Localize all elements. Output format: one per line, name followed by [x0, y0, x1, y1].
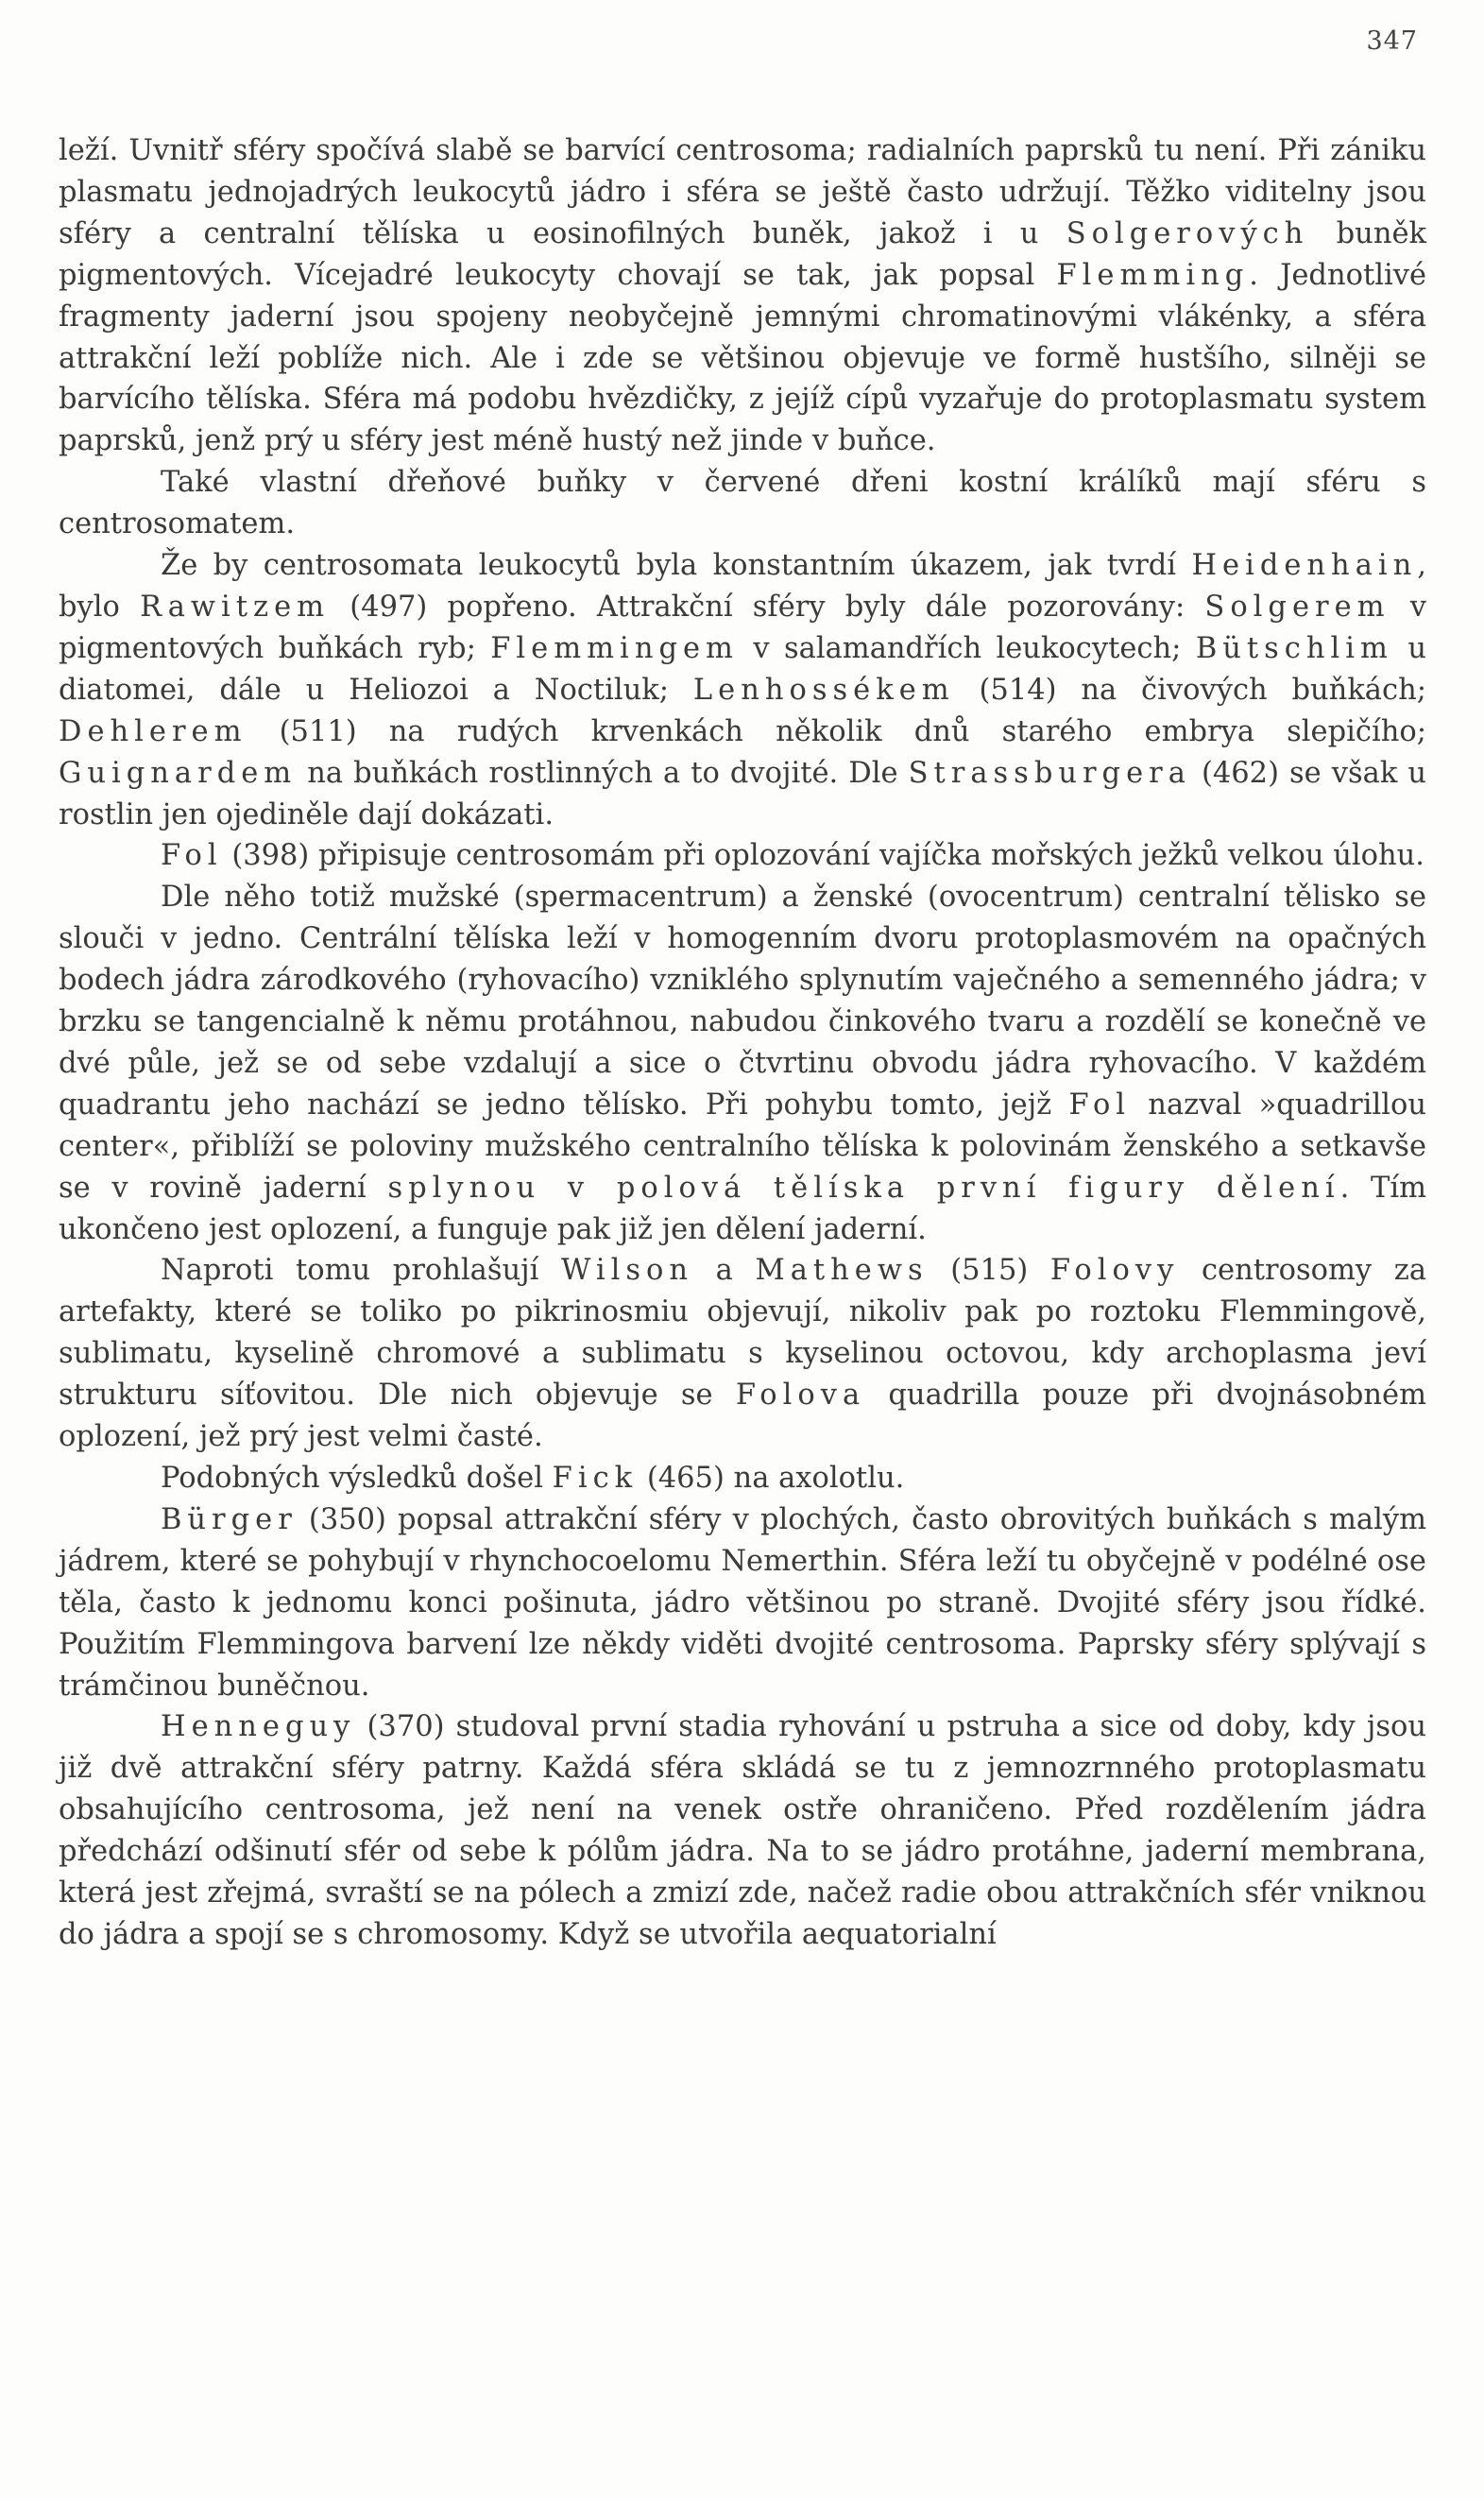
- text-run: Že by centrosomata leukocytů byla konstantním úkazem, jak tvrdí: [161, 549, 1192, 583]
- paragraph: [59, 130, 1426, 462]
- paragraph: [59, 545, 1426, 835]
- text-run: buněk pigmentových. Vícejadré leukocyty chovají se tak, jak popsal: [59, 216, 1426, 292]
- text-run: Dle něho totiž mužské (spermacentrum) a ženské (ovocentrum) centralní tělisko se slouči v jedno. Centrální tělíska leží v homogenním dvoru protoplasmovém na opačných bodech jádra zárodkového (ryhovacího) vzniklého splynutím vaječného a semenného jádra; v brzku se tangencialně k němu protáhnou, nabudou činkového tvaru a rozdělí se konečně ve dvé půle, jež se od sebe vzdalují a sice o čtvrtinu obvodu jádra ryhovacího. V každém quadrantu jeho nachází se jedno tělísko. Při pohybu tomto, jejž: [59, 881, 1426, 1122]
- text-run: (497) popřeno. Attrakční sféry byly dále pozorovány:: [330, 590, 1205, 624]
- text-run: (511) na rudých krvenkách několik dnů starého embrya slepičího;: [247, 714, 1426, 748]
- text-run: , bylo: [59, 549, 1426, 624]
- text-run: a: [693, 1254, 756, 1288]
- spaced-name: Bürger: [161, 1502, 298, 1536]
- page-number: 347: [1366, 26, 1418, 56]
- text-run: quadrilla pouze při dvojnásobném oplození, jež prý jest velmi časté.: [59, 1379, 1426, 1454]
- spaced-name: Solgerových: [1066, 216, 1309, 250]
- text-run: Podobných výsledků došel: [161, 1462, 553, 1495]
- text-run: leží. Uvnitř sféry spočívá slabě se barvící centrosoma; radialních paprsků tu není. Při zániku plasmatu jednojadrých leukocytů jádro i sféra se ještě často udržují. Těžko viditelny jsou sféry a centralní tělíska u eosinofilných buněk, jakož i u: [59, 134, 1426, 250]
- text-run: (398) připisuje centrosomám při oplozování vajíčka mořských ježků velkou úlohu.: [222, 839, 1424, 873]
- spaced-name: splynou v polová tělíska první figury dělení: [387, 1171, 1340, 1205]
- spaced-name: Guignardem: [59, 756, 298, 790]
- spaced-name: Rawitzem: [140, 590, 331, 624]
- paragraph: [59, 1706, 1426, 1955]
- spaced-name: Lenhossékem: [692, 673, 955, 707]
- text-run: u diatomei, dále u Heliozoi a Noctiluk;: [59, 631, 1427, 707]
- spaced-name: Henneguy: [161, 1710, 356, 1744]
- spaced-name: Folovy: [1049, 1254, 1180, 1288]
- paragraph: [59, 835, 1426, 877]
- paragraph: [59, 877, 1426, 1250]
- text-run: Naproti tomu prohlašují: [161, 1254, 562, 1288]
- paragraph: [59, 1458, 1426, 1499]
- spaced-name: Flemming: [1056, 258, 1250, 292]
- text-run: v pigmentových buňkách ryb;: [59, 590, 1426, 665]
- text-run: v salamandřích leukocytech;: [738, 631, 1196, 665]
- spaced-name: Fick: [552, 1462, 639, 1495]
- body-text: [59, 130, 1426, 1956]
- text-run: (465) na axolotlu.: [638, 1462, 905, 1495]
- spaced-name: Heidenhain: [1191, 549, 1418, 583]
- text-run: (514) na čivových buňkách;: [954, 673, 1426, 707]
- spaced-name: Bütschlim: [1195, 631, 1393, 665]
- paragraph: [59, 462, 1426, 545]
- text-run: centrosomy za artefakty, které se toliko po pikrinosmiu objevují, nikoliv pak po roztoku Flemmingově, sublimatu, kyselině chromové a sublimatu s kyselinou octovou, kdy archoplasma jeví strukturu síťovitou. Dle nich objevuje se: [59, 1254, 1426, 1413]
- text-run: (370) studoval první stadia ryhování u pstruha a sice od doby, kdy jsou již dvě attrakční sféry patrny. Každá sféra skládá se tu z jemnozrnného protoplasmatu obsahujícího centrosoma, jež není na venek ostře ohraničeno. Před rozdělením jádra předchází odšinutí sfér od sebe k pólům jádra. Na to se jádro protáhne, jaderní membrana, která jest zřejmá, svraští se na pólech a zmizí zde, načež radie obou attrakčních sfér vniknou do jádra a spojí se s chromosomy. Když se utvořila aequatorialní: [59, 1710, 1426, 1951]
- text-run: . Jednotlivé fragmenty jaderní jsou spojeny neobyčejně jemnými chromatinovými vlákénky, a sféra attrakční leží poblíže nich. Ale i zde se většinou objevuje ve formě hustšího, silněji se barvícího tělíska. Sféra má podobu hvězdičky, z jejíž cípů vyzařuje do protoplasmatu system paprsků, jenž prý u sféry jest méně hustý než jinde v buňce.: [59, 258, 1427, 458]
- spaced-name: Flemmingem: [490, 631, 739, 665]
- spaced-name: Fol: [1068, 1088, 1132, 1122]
- text-run: (515): [928, 1254, 1050, 1288]
- spaced-name: Dehlerem: [59, 714, 247, 748]
- spaced-name: Wilson: [561, 1254, 693, 1288]
- spaced-name: Folova: [735, 1379, 866, 1413]
- text-run: . Tím ukončeno jest oplození, a funguje pak již jen dělení jaderní.: [59, 1171, 1426, 1246]
- spaced-name: Strassburgera: [908, 756, 1191, 790]
- text-run: na buňkách rostlinných a to dvojité. Dle: [297, 756, 909, 790]
- text-run: Také vlastní dřeňové buňky v červené dřeni kostní králíků mají sféru s centrosomatem.: [59, 466, 1426, 541]
- text-run: (350) popsal attrakční sféry v plochých, často obrovitých buňkách s malým jádrem, které se pohybují v rhynchocoelomu Nemerthin. Sféra leží tu obyčejně v podélné ose těla, často k jednomu konci pošinuta, jádro většinou po straně. Dvojité sféry jsou řídké. Použitím Flemmingova barvení lze někdy viděti dvojité centrosoma. Paprsky sféry splývají s trámčinou buněčnou.: [59, 1502, 1426, 1703]
- spaced-name: Fol: [161, 839, 223, 873]
- paragraph: [59, 1250, 1426, 1458]
- spaced-name: Solgerem: [1204, 590, 1390, 624]
- spaced-name: Mathews: [755, 1254, 929, 1288]
- text-run: (462) se však u rostlin jen ojediněle dají dokázati.: [59, 756, 1426, 831]
- paragraph: [59, 1499, 1426, 1707]
- text-run: nazval »quadrillou center«, přiblíží se poloviny mužského centralního tělíska k polovinám ženského a setkavše se v rovině jaderní: [59, 1088, 1426, 1205]
